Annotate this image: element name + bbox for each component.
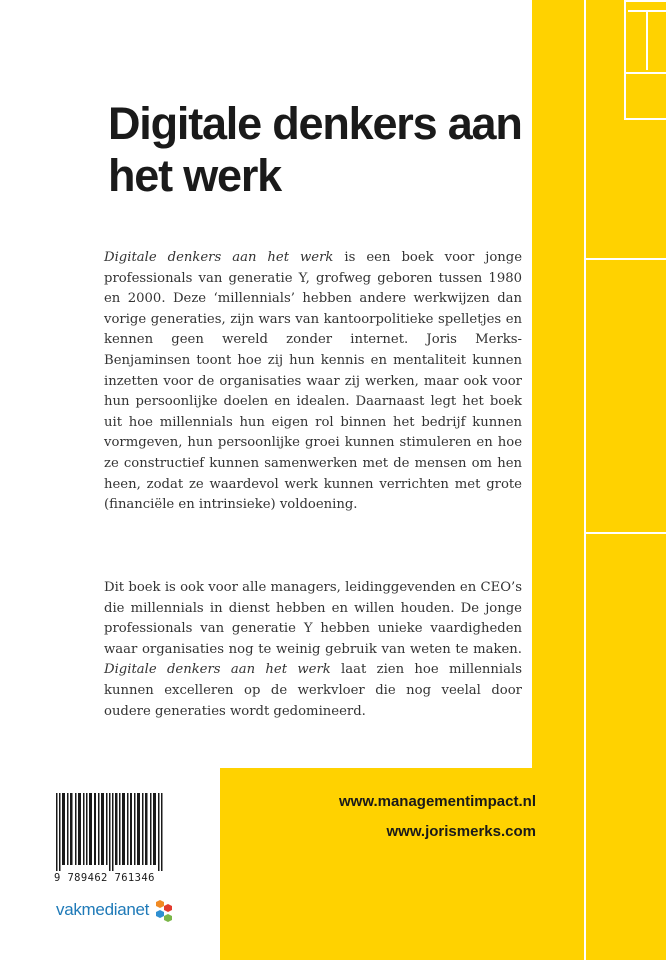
publisher-logo xyxy=(56,898,176,922)
url-managementimpact[interactable]: www.managementimpact.nl xyxy=(339,793,536,810)
isbn-number: 9 789462 761346 xyxy=(54,872,155,884)
blurb-text-before: Dit boek is ook voor alle managers, leidinggevenden en CEO’s die millennials in dienst hebben en willen houden. De jonge professionals van generatie Y hebben unieke vaardigheden waar organisaties nog te weinig gebruik van weten te maken. xyxy=(104,580,522,657)
book-title: Digitale denkers aan het werk xyxy=(108,98,522,201)
blurb-title-italic: Digitale denkers aan het werk xyxy=(104,250,334,265)
decor-line-box-inner xyxy=(646,10,648,70)
barcode xyxy=(54,793,166,884)
publisher-hexagon-icon xyxy=(152,898,176,922)
decor-line-box-divider xyxy=(626,72,666,74)
decor-box xyxy=(624,0,666,120)
publisher-name: vakmedianet xyxy=(56,900,150,919)
url-jorismerks[interactable]: www.jorismerks.com xyxy=(386,823,536,840)
blurb-text: is een boek voor jonge professionals van generatie Y, grofweg geboren tussen 1980 en 2000. Deze ‘millennials’ hebben andere werkwijzen dan vorige generaties, zijn wars van kantoorpolitieke spelletjes en kennen geen wereld zonder internet. Joris Merks-Benjaminsen toont hoe zij hun kennis en mentaliteit kunnen inzetten voor de organisaties waar zij werken, maar ook voor hun persoonlijke doelen en idealen. Daarnaast legt het boek uit hoe millennials hun eigen rol binnen het bedrijf kunnen vormgeven, hun persoonlijke groei kunnen stimuleren en hoe ze constructief kunnen samenwerken met de mensen om hen heen, zodat ze waardevol werk kunnen verrichten met grote (financiële en intrinsieke) voldoening. xyxy=(104,250,523,513)
decor-line-horizontal-1 xyxy=(586,258,666,260)
decor-line-box-top xyxy=(628,10,666,12)
blurb-paragraph-2 xyxy=(104,578,522,722)
decor-line-vertical xyxy=(584,0,586,960)
barcode-bars xyxy=(54,793,166,871)
blurb-paragraph-1 xyxy=(104,248,522,516)
blurb-title-italic: Digitale denkers aan het werk xyxy=(104,662,331,678)
blurb-text-after: laat zien hoe millennials kunnen excelleren op de werkvloer die nog veelal door oudere generaties wordt gedomineerd. xyxy=(104,662,522,719)
decor-line-horizontal-2 xyxy=(586,532,666,534)
